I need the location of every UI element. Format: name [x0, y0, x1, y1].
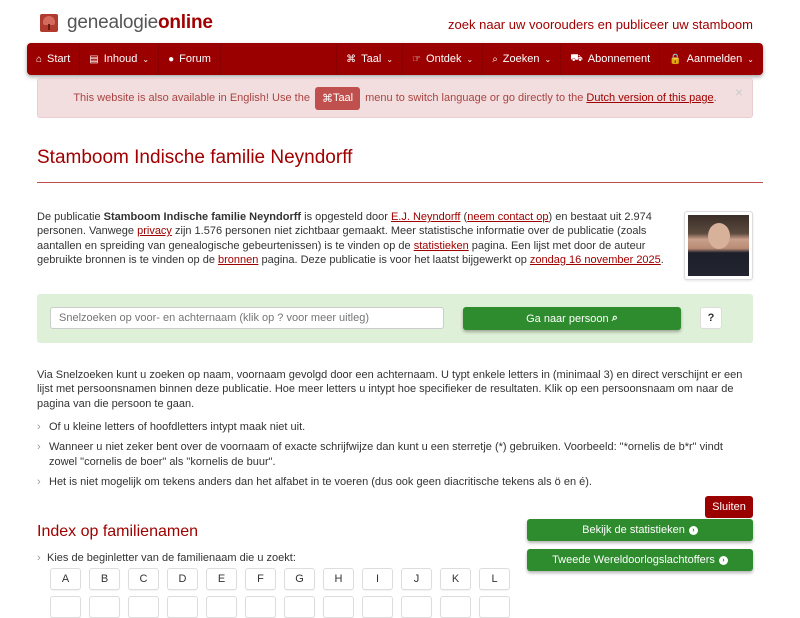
title-divider	[37, 182, 763, 183]
tip-item: › Wanneer u niet zeker bent over de voornaam of exacte schrijfwijze dan kunt u een sterretje (*) gebruiken. Voorbeeld: "*ornelis de b*r" vindt zowel "cornelis de boer" als "kornelis de buur".	[37, 440, 753, 469]
main-navbar	[27, 43, 763, 75]
sources-link[interactable]: bronnen	[218, 253, 259, 266]
home-icon: ⌂	[36, 53, 43, 65]
close-button[interactable]: Sluiten	[705, 496, 753, 518]
letter-e[interactable]: E	[206, 568, 237, 590]
letter-button[interactable]	[284, 596, 315, 618]
language-icon: ⌘	[346, 53, 357, 65]
letter-button[interactable]	[440, 596, 471, 618]
letter-button[interactable]	[401, 596, 432, 618]
letter-button[interactable]	[206, 596, 237, 618]
page-title: Stamboom Indische familie Neyndorff	[37, 147, 353, 168]
search-icon: ⌕	[611, 312, 618, 324]
statistics-link[interactable]: statistieken	[413, 239, 469, 252]
author-photo[interactable]	[684, 211, 753, 280]
chevron-down-icon: ⌄	[386, 54, 394, 64]
tagline: zoek naar uw voorouders en publiceer uw stamboom	[448, 17, 753, 32]
alert-taal-button[interactable]: ⌘ Taal	[315, 87, 360, 110]
index-title: Index op familienamen	[37, 523, 198, 540]
quick-search-input[interactable]	[50, 307, 444, 329]
lock-icon: 🔒	[669, 53, 682, 65]
nav-left	[27, 43, 221, 75]
chevron-down-icon: ⌄	[466, 54, 474, 64]
view-statistics-button[interactable]: Bekijk de statistieken ›	[527, 519, 753, 541]
help-button[interactable]: ?	[700, 307, 722, 329]
chevron-down-icon: ⌄	[142, 54, 150, 64]
letter-g[interactable]: G	[284, 568, 315, 590]
search-tips	[37, 420, 753, 495]
privacy-link[interactable]: privacy	[137, 225, 172, 238]
chevron-down-icon: ⌄	[747, 54, 754, 64]
nav-start[interactable]: ⌂ Start	[27, 43, 80, 75]
chevron-circle-right-icon: ›	[689, 526, 698, 535]
thumbs-up-icon: ☞	[412, 53, 422, 65]
nav-inhoud[interactable]: ▤ Inhoud ⌄	[80, 43, 159, 75]
go-to-person-button[interactable]: Ga naar persoon ⌕	[463, 307, 681, 330]
chevron-circle-right-icon: ›	[719, 556, 728, 565]
letter-h[interactable]: H	[323, 568, 354, 590]
letter-i[interactable]: I	[362, 568, 393, 590]
portrait-image	[688, 215, 749, 276]
site-logo[interactable]	[40, 12, 213, 34]
nav-forum[interactable]: ● Forum	[159, 43, 221, 75]
dutch-version-link[interactable]: Dutch version of this page	[586, 92, 714, 104]
search-explanation: Via Snelzoeken kunt u zoeken op naam, voornaam gevolgd door een achternaam. U typt enkele letters in (minimaal 3) en direct verschijnt er een lijst met persoonsnamen binnen deze publicatie. Hoe meer letters u intypt hoe specifieker de resultaten. Klik op een persoonsnaam om naar de pagina van die persoon te gaan.	[37, 369, 743, 410]
letter-button[interactable]	[128, 596, 159, 618]
letter-button[interactable]	[362, 596, 393, 618]
letter-button[interactable]	[323, 596, 354, 618]
letter-j[interactable]: J	[401, 568, 432, 590]
letter-a[interactable]: A	[50, 568, 81, 590]
contact-link[interactable]: neem contact op	[467, 211, 549, 223]
letter-index-row2	[50, 596, 510, 618]
letter-b[interactable]: B	[89, 568, 120, 590]
search-icon: ⌕	[492, 53, 498, 65]
ww2-victims-button[interactable]: Tweede Wereldoorlogslachtoffers ›	[527, 549, 753, 571]
letter-button[interactable]	[245, 596, 276, 618]
tip-item: › Of u kleine letters of hoofdletters intypt maak niet uit.	[37, 420, 753, 434]
letter-l[interactable]: L	[479, 568, 510, 590]
chevron-down-icon: ⌄	[544, 54, 552, 64]
letter-k[interactable]: K	[440, 568, 471, 590]
language-alert: This website is also available in English! Use the ⌘ Taal menu to switch language or go directly to the Dutch version of this page . ×	[37, 78, 753, 118]
nav-zoeken[interactable]: ⌕ Zoeken ⌄	[482, 43, 560, 75]
nav-abonnement[interactable]: ⛟ Abonnement	[560, 43, 659, 75]
letter-button[interactable]	[50, 596, 81, 618]
letter-button[interactable]	[479, 596, 510, 618]
tree-icon	[40, 14, 58, 32]
site-header	[0, 0, 800, 44]
index-instruction: › Kies de beginletter van de familienaam die u zoekt:	[37, 552, 296, 564]
letter-c[interactable]: C	[128, 568, 159, 590]
nav-taal[interactable]: ⌘ Taal ⌄	[336, 43, 402, 75]
nav-aanmelden[interactable]: 🔒 Aanmelden ⌄	[659, 43, 763, 75]
last-updated-link[interactable]: zondag 16 november 2025	[529, 253, 661, 266]
close-icon[interactable]: ×	[734, 84, 743, 100]
book-icon: ▤	[89, 53, 99, 65]
logo-text: genealogieonline	[67, 12, 213, 33]
letter-f[interactable]: F	[245, 568, 276, 590]
language-icon: ⌘	[321, 92, 333, 105]
letter-index	[50, 568, 510, 590]
cart-icon: ⛟	[570, 52, 583, 64]
publication-intro: De publicatie Stamboom Indische familie Neyndorff is opgesteld door E.J. Neyndorff (neem contact op) en bestaat uit 2.974 personen. Vanwege privacy zijn 1.576 personen niet zichtbaar gemaakt. Meer statistische informatie over de publicatie (zoals aantallen en spreiding van genealogische gebeurtenissen) is te vinden op de statistieken pagina. Een lijst met door de auteur gebruikte bronnen is te vinden op de bronnen pagina. Deze publicatie is voor het laatst bijgewerkt op zondag 16 november 2025.	[37, 211, 664, 266]
nav-right	[336, 43, 763, 75]
tip-item: › Het is niet mogelijk om tekens anders dan het alfabet in te voeren (dus ook geen diacritische tekens als ö en é).	[37, 475, 753, 489]
letter-button[interactable]	[89, 596, 120, 618]
letter-button[interactable]	[167, 596, 198, 618]
letter-d[interactable]: D	[167, 568, 198, 590]
quick-search-panel	[37, 294, 753, 343]
author-link[interactable]: E.J. Neyndorff	[390, 211, 461, 223]
comments-icon: ●	[168, 53, 175, 65]
nav-ontdek[interactable]: ☞ Ontdek ⌄	[402, 43, 482, 75]
